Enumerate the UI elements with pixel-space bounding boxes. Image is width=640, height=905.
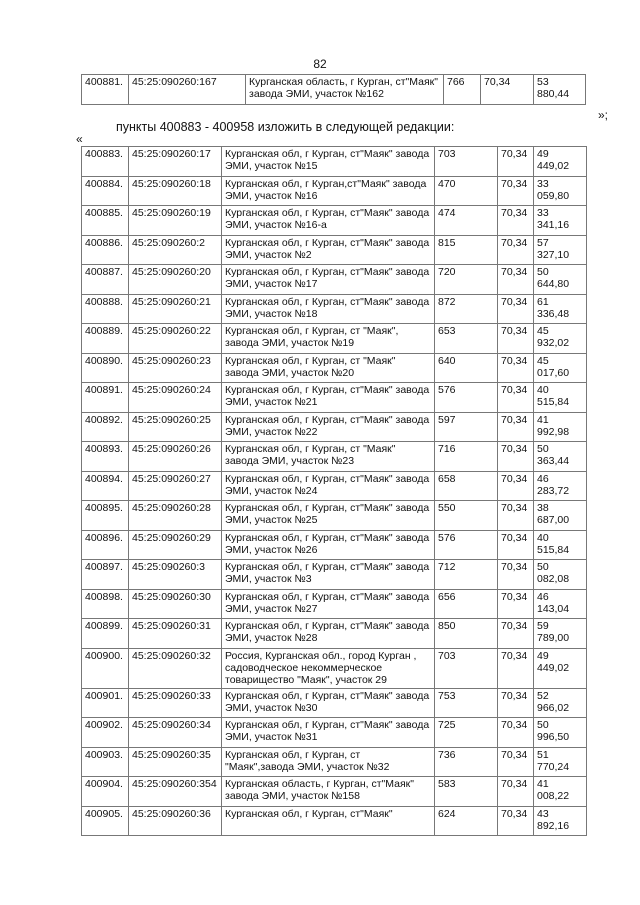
- table-row: [82, 294, 587, 324]
- cadastral-value: 50 996,50: [534, 718, 587, 748]
- address: Россия, Курганская обл., город Курган , садоводческое некоммерческое товарищество "Маяк", участок 29: [222, 648, 435, 688]
- cadastral-value: 57 327,10: [534, 235, 587, 265]
- cadastral-number: 45:25:090260:31: [129, 619, 222, 649]
- address: Курганская обл, г Курган, ст"Маяк" завода ЭМИ, участок №31: [222, 718, 435, 748]
- table-row: [82, 206, 587, 236]
- closing-quote: »;: [598, 108, 609, 122]
- rate: 70,34: [498, 147, 534, 177]
- item-number: 400897.: [82, 560, 129, 590]
- rate: 70,34: [498, 530, 534, 560]
- address: Курганская обл, г Курган, ст"Маяк" завода ЭМИ, участок №3: [222, 560, 435, 590]
- cadastral-number: 45:25:090260:24: [129, 383, 222, 413]
- cadastral-number: 45:25:090260:2: [129, 235, 222, 265]
- cadastral-value: 49 449,02: [534, 147, 587, 177]
- cadastral-number: 45:25:090260:3: [129, 560, 222, 590]
- item-number: 400892.: [82, 412, 129, 442]
- item-number: 400905.: [82, 806, 129, 836]
- address: Курганская обл, г Курган, ст"Маяк" завода ЭМИ, участок №15: [222, 147, 435, 177]
- cadastral-number: 45:25:090260:22: [129, 324, 222, 354]
- cadastral-number: 45:25:090260:19: [129, 206, 222, 236]
- area: 736: [435, 747, 498, 777]
- item-number: 400902.: [82, 718, 129, 748]
- rate: 70,34: [498, 324, 534, 354]
- cadastral-number: 45:25:090260:33: [129, 688, 222, 718]
- area: 725: [435, 718, 498, 748]
- address: Курганская обл, г Курган, ст "Маяк", завода ЭМИ, участок №19: [222, 324, 435, 354]
- rate: 70,34: [498, 589, 534, 619]
- table-row: [82, 471, 587, 501]
- item-number: 400889.: [82, 324, 129, 354]
- table-row: [82, 265, 587, 295]
- area: 583: [435, 777, 498, 807]
- area: 470: [435, 176, 498, 206]
- address: Курганская обл, г Курган, ст"Маяк" завода ЭМИ, участок №16-а: [222, 206, 435, 236]
- rate: 70,34: [498, 412, 534, 442]
- item-number: 400888.: [82, 294, 129, 324]
- rate: 70,34: [498, 206, 534, 236]
- address: Курганская обл, г Курган, ст"Маяк" завода ЭМИ, участок №24: [222, 471, 435, 501]
- cadastral-value: 45 932,02: [534, 324, 587, 354]
- address: Курганская обл, г Курган, ст"Маяк" завода ЭМИ, участок №18: [222, 294, 435, 324]
- cadastral-number: 45:25:090260:29: [129, 530, 222, 560]
- cadastral-value: 41 008,22: [534, 777, 587, 807]
- cadastral-number: 45:25:090260:354: [129, 777, 222, 807]
- rate: 70,34: [498, 471, 534, 501]
- item-number: 400896.: [82, 530, 129, 560]
- table-row: [82, 353, 587, 383]
- page-number: 82: [313, 57, 327, 71]
- item-number: 400887.: [82, 265, 129, 295]
- cadastral-value: 33 341,16: [534, 206, 587, 236]
- area: 474: [435, 206, 498, 236]
- item-number: 400904.: [82, 777, 129, 807]
- area: 712: [435, 560, 498, 590]
- item-number: 400903.: [82, 747, 129, 777]
- cadastral-value: 41 992,98: [534, 412, 587, 442]
- cadastral-number: 45:25:090260:167: [129, 75, 246, 105]
- cadastral-value: 46 143,04: [534, 589, 587, 619]
- cadastral-number: 45:25:090260:23: [129, 353, 222, 383]
- area: 550: [435, 501, 498, 531]
- address: Курганская обл, г Курган, ст "Маяк" завода ЭМИ, участок №20: [222, 353, 435, 383]
- area: 653: [435, 324, 498, 354]
- opening-quote: «: [76, 132, 83, 146]
- cadastral-value: 46 283,72: [534, 471, 587, 501]
- rate: 70,34: [498, 806, 534, 836]
- address: Курганская обл, г Курган,ст"Маяк" завода ЭМИ, участок №16: [222, 176, 435, 206]
- table-row: [82, 806, 587, 836]
- table-row: [82, 324, 587, 354]
- table-row: [82, 619, 587, 649]
- rate: 70,34: [498, 718, 534, 748]
- cadastral-value: 40 515,84: [534, 383, 587, 413]
- rate: 70,34: [498, 501, 534, 531]
- area: 658: [435, 471, 498, 501]
- area: 597: [435, 412, 498, 442]
- table-row: [82, 147, 587, 177]
- item-number: 400898.: [82, 589, 129, 619]
- cadastral-value: 53 880,44: [534, 75, 586, 105]
- rate: 70,34: [498, 560, 534, 590]
- table-row: [82, 235, 587, 265]
- table-row: [82, 560, 587, 590]
- address: Курганская область, г Курган, ст"Маяк" завода ЭМИ, участок №162: [246, 75, 444, 105]
- rate: 70,34: [498, 176, 534, 206]
- table-row: [82, 412, 587, 442]
- address: Курганская обл, г Курган, ст"Маяк" завода ЭМИ, участок №17: [222, 265, 435, 295]
- cadastral-value: 50 644,80: [534, 265, 587, 295]
- item-number: 400901.: [82, 688, 129, 718]
- cadastral-number: 45:25:090260:35: [129, 747, 222, 777]
- cadastral-number: 45:25:090260:25: [129, 412, 222, 442]
- cadastral-number: 45:25:090260:21: [129, 294, 222, 324]
- cadastral-value: 51 770,24: [534, 747, 587, 777]
- cadastral-number: 45:25:090260:20: [129, 265, 222, 295]
- area: 850: [435, 619, 498, 649]
- cadastral-value: 61 336,48: [534, 294, 587, 324]
- area: 656: [435, 589, 498, 619]
- item-number: 400884.: [82, 176, 129, 206]
- area: 703: [435, 648, 498, 688]
- rate: 70,34: [498, 353, 534, 383]
- cadastral-value: 50 082,08: [534, 560, 587, 590]
- cadastral-value: 40 515,84: [534, 530, 587, 560]
- address: Курганская обл, г Курган, ст "Маяк",завода ЭМИ, участок №32: [222, 747, 435, 777]
- area: 766: [444, 75, 481, 105]
- cadastral-number: 45:25:090260:27: [129, 471, 222, 501]
- rate: 70,34: [498, 265, 534, 295]
- cadastral-value: 33 059,80: [534, 176, 587, 206]
- cadastral-value: 45 017,60: [534, 353, 587, 383]
- item-number: 400885.: [82, 206, 129, 236]
- cadastral-number: 45:25:090260:30: [129, 589, 222, 619]
- item-number: 400893.: [82, 442, 129, 472]
- rate: 70,34: [498, 442, 534, 472]
- cadastral-value: 49 449,02: [534, 648, 587, 688]
- item-number: 400899.: [82, 619, 129, 649]
- area: 716: [435, 442, 498, 472]
- address: Курганская обл, г Курган, ст"Маяк" завода ЭМИ, участок №27: [222, 589, 435, 619]
- area: 815: [435, 235, 498, 265]
- area: 576: [435, 383, 498, 413]
- table-row: [82, 718, 587, 748]
- table-row: [82, 589, 587, 619]
- table-row: [82, 501, 587, 531]
- area: 720: [435, 265, 498, 295]
- cadastral-number: 45:25:090260:17: [129, 147, 222, 177]
- item-number: 400891.: [82, 383, 129, 413]
- rate: 70,34: [498, 747, 534, 777]
- rate: 70,34: [498, 235, 534, 265]
- cadastral-number: 45:25:090260:34: [129, 718, 222, 748]
- area: 640: [435, 353, 498, 383]
- entries-table: [81, 146, 587, 836]
- table-row: [82, 648, 587, 688]
- table-row: [82, 442, 587, 472]
- rate: 70,34: [498, 648, 534, 688]
- area: 703: [435, 147, 498, 177]
- table-row: [82, 75, 586, 105]
- cadastral-number: 45:25:090260:32: [129, 648, 222, 688]
- table-row: [82, 530, 587, 560]
- rate: 70,34: [498, 383, 534, 413]
- item-number: 400890.: [82, 353, 129, 383]
- rate: 70,34: [498, 777, 534, 807]
- area: 872: [435, 294, 498, 324]
- address: Курганская обл, г Курган, ст"Маяк" завода ЭМИ, участок №21: [222, 383, 435, 413]
- item-number: 400895.: [82, 501, 129, 531]
- cadastral-number: 45:25:090260:26: [129, 442, 222, 472]
- cadastral-number: 45:25:090260:36: [129, 806, 222, 836]
- rate: 70,34: [481, 75, 534, 105]
- item-number: 400881.: [82, 75, 129, 105]
- cadastral-value: 38 687,00: [534, 501, 587, 531]
- area: 576: [435, 530, 498, 560]
- address: Курганская обл, г Курган, ст"Маяк" завода ЭМИ, участок №25: [222, 501, 435, 531]
- rate: 70,34: [498, 294, 534, 324]
- address: Курганская обл, г Курган, ст"Маяк": [222, 806, 435, 836]
- instruction-text: пункты 400883 - 400958 изложить в следующей редакции:: [116, 120, 455, 134]
- cadastral-value: 50 363,44: [534, 442, 587, 472]
- address: Курганская область, г Курган, ст"Маяк" завода ЭМИ, участок №158: [222, 777, 435, 807]
- table-row: [82, 777, 587, 807]
- area: 753: [435, 688, 498, 718]
- cadastral-value: 52 966,02: [534, 688, 587, 718]
- address: Курганская обл, г Курган, ст"Маяк" завода ЭМИ, участок №30: [222, 688, 435, 718]
- cadastral-number: 45:25:090260:28: [129, 501, 222, 531]
- cadastral-value: 43 892,16: [534, 806, 587, 836]
- cadastral-value: 59 789,00: [534, 619, 587, 649]
- area: 624: [435, 806, 498, 836]
- address: Курганская обл, г Курган, ст"Маяк" завода ЭМИ, участок №2: [222, 235, 435, 265]
- address: Курганская обл, г Курган, ст "Маяк" завода ЭМИ, участок №23: [222, 442, 435, 472]
- item-number: 400886.: [82, 235, 129, 265]
- cadastral-number: 45:25:090260:18: [129, 176, 222, 206]
- table-row: [82, 747, 587, 777]
- table-row: [82, 688, 587, 718]
- item-number: 400883.: [82, 147, 129, 177]
- address: Курганская обл, г Курган, ст"Маяк" завода ЭМИ, участок №26: [222, 530, 435, 560]
- rate: 70,34: [498, 688, 534, 718]
- item-number: 400894.: [82, 471, 129, 501]
- table-row: [82, 176, 587, 206]
- previous-entries-table: [81, 74, 586, 105]
- address: Курганская обл, г Курган, ст"Маяк" завода ЭМИ, участок №28: [222, 619, 435, 649]
- address: Курганская обл, г Курган, ст"Маяк" завода ЭМИ, участок №22: [222, 412, 435, 442]
- rate: 70,34: [498, 619, 534, 649]
- item-number: 400900.: [82, 648, 129, 688]
- table-row: [82, 383, 587, 413]
